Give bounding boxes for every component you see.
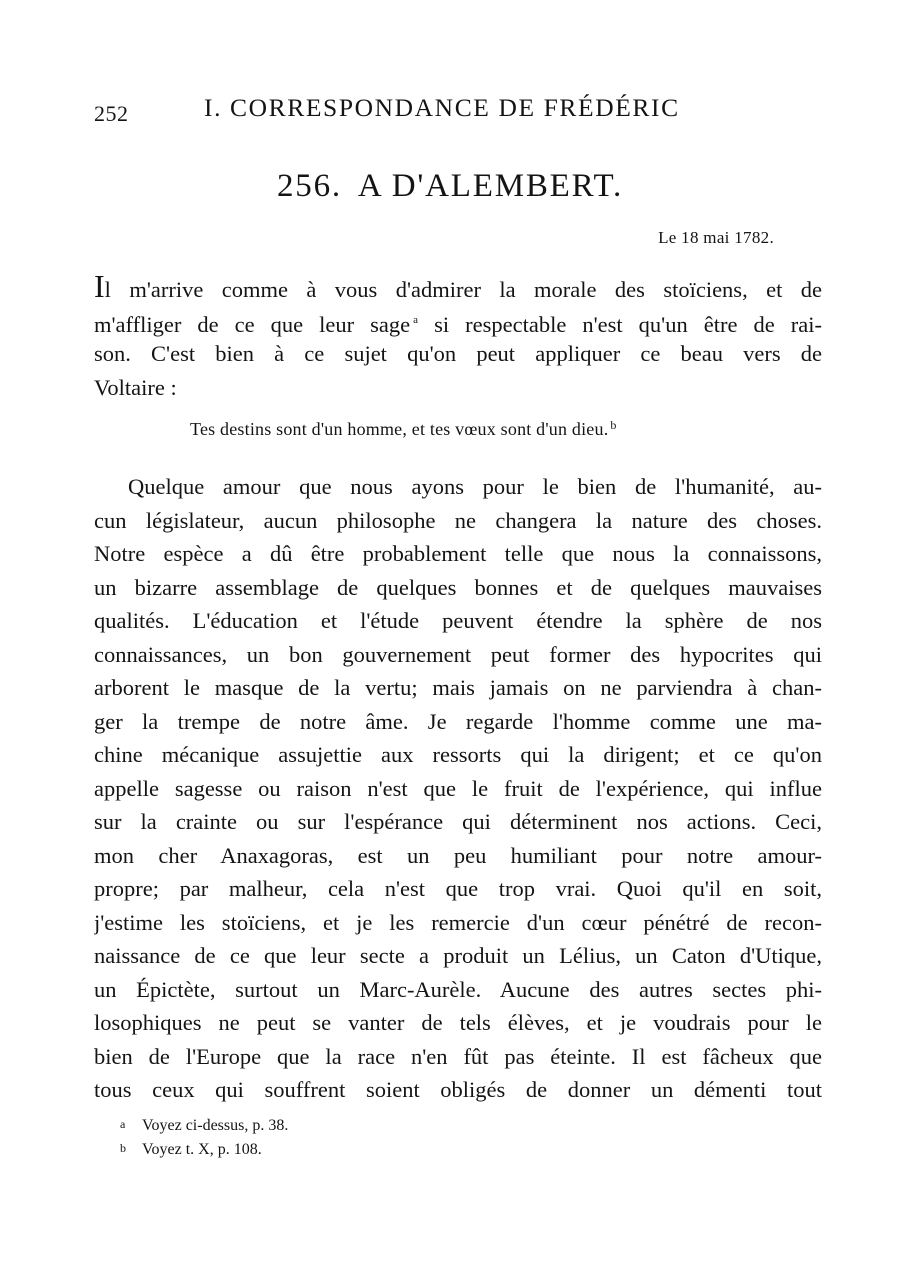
footnote: [120, 1136, 288, 1160]
main-paragraph: [94, 470, 822, 1107]
text-line: Il m'arrive comme à vous d'admirer la morale des stoïciens, et de: [94, 270, 822, 304]
footnote-ref-b: b: [610, 418, 617, 432]
text-line: arborent le masque de la vertu; mais jamais on ne parviendra à chan-: [94, 675, 822, 700]
opening-paragraph: [94, 270, 822, 404]
text-line: tous ceux qui souffrent soient obligés de donner un démenti tout: [94, 1077, 822, 1102]
text-line: qualités. L'éducation et l'étude peuvent étendre la sphère de nos: [94, 608, 822, 633]
text-line: m'affliger de ce que leur sage $^a$ si respectable n'est qu'un être de rai-: [94, 311, 822, 337]
text-line: son. C'est bien à ce sujet qu'on peut appliquer ce beau vers de: [94, 341, 822, 366]
footnote: [120, 1112, 288, 1136]
letter-date: Le 18 mai 1782.: [658, 228, 774, 247]
text-line: Voltaire :: [94, 374, 177, 400]
letter-addressee: A D'ALEMBERT.: [357, 168, 624, 204]
running-title: I. CORRESPONDANCE DE FRÉDÉRIC: [204, 93, 680, 122]
text-line: chine mécanique assujettie aux ressorts qui la dirigent; et ce qu'on: [94, 742, 822, 767]
running-head: [94, 93, 824, 127]
text-line: j'estime les stoïciens, et je les remercie d'un cœur pénétré de recon-: [94, 909, 822, 935]
text-line: propre; par malheur, cela n'est que trop vrai. Quoi qu'il en soit,: [94, 876, 822, 901]
letter-number: 256.: [276, 168, 342, 204]
text-line: un bizarre assemblage de quelques bonnes et de quelques mauvaises: [94, 574, 822, 600]
drop-letter: I: [94, 270, 105, 304]
text-line: appelle sagesse ou raison n'est que le fruit de l'expérience, qui influe: [94, 775, 822, 801]
verse-quote: Tes destins sont d'un homme, et tes vœux sont d'un dieu. $^b$: [190, 418, 617, 439]
footnote-text: Voyez t. X, p. 108.: [142, 1141, 262, 1158]
text-line: mon cher Anaxagoras, est un peu humiliant pour notre amour-: [94, 842, 822, 868]
text-line: un Épictète, surtout un Marc-Aurèle. Aucune des autres sectes phi-: [94, 976, 822, 1002]
text-line: sur la crainte ou sur l'espérance qui déterminent nos actions. Ceci,: [94, 809, 822, 834]
text-line: losophiques ne peut se vanter de tels élèves, et je voudrais pour le: [94, 1010, 822, 1035]
text-line: Notre espèce a dû être probablement telle que nous la connaissons,: [94, 541, 822, 566]
text-line: naissance de ce que leur secte a produit un Lélius, un Caton d'Utique,: [94, 943, 822, 968]
text-line: cun législateur, aucun philosophe ne changera la nature des choses.: [94, 507, 822, 533]
letter-heading: [0, 168, 900, 205]
footnote-mark: b: [120, 1141, 126, 1155]
footnotes: [120, 1112, 288, 1160]
text-line: Quelque amour que nous ayons pour le bien de l'humanité, au-: [128, 474, 822, 499]
footnote-mark: a: [120, 1117, 126, 1131]
text-line: connaissances, un bon gouvernement peut former des hypocrites qui: [94, 641, 822, 667]
page-number: 252: [94, 101, 129, 126]
text-line: bien de l'Europe que la race n'en fût pas éteinte. Il est fâcheux que: [94, 1043, 822, 1069]
text-line: ger la trempe de notre âme. Je regarde l'homme comme une ma-: [94, 708, 822, 734]
footnote-text: Voyez ci-dessus, p. 38.: [142, 1117, 289, 1134]
footnote-ref-a: a: [413, 313, 419, 326]
